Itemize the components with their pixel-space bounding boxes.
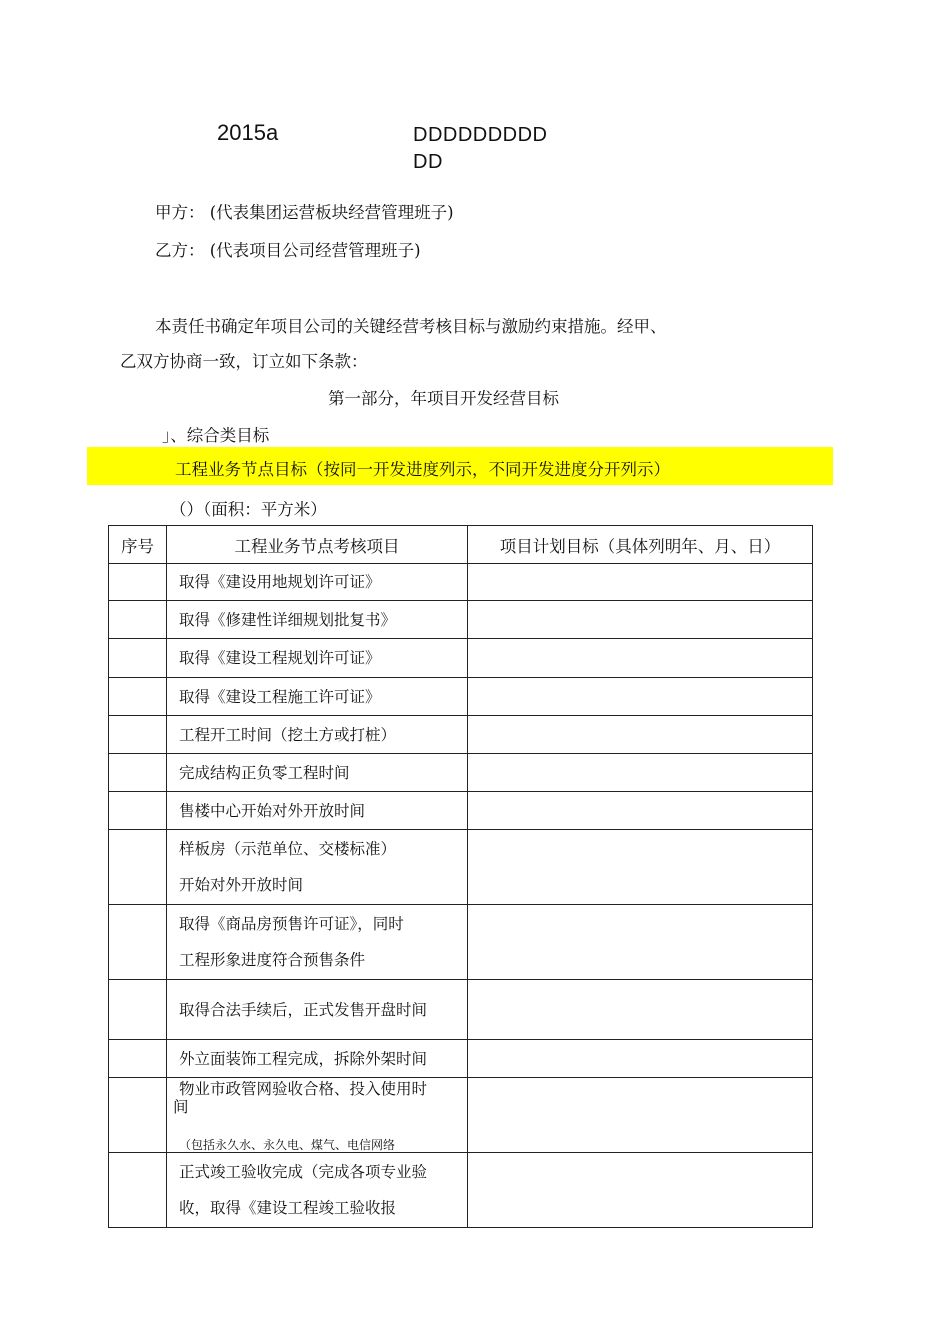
item-cell <box>167 716 468 754</box>
item-text: 工程形象进度符合预售条件 <box>179 951 366 969</box>
item-text: 外立面装饰工程完成，拆除外架时间 <box>179 1049 428 1068</box>
item-cell <box>167 905 468 980</box>
seq-cell <box>109 1078 167 1153</box>
table-header-row <box>109 526 813 564</box>
table-row <box>109 1078 813 1153</box>
seq-cell <box>109 716 167 754</box>
item-text: 取得《修建性详细规划批复书》 <box>179 610 397 629</box>
target-cell <box>468 564 813 601</box>
target-cell <box>468 1153 813 1228</box>
item-cell <box>167 980 468 1040</box>
item-text: 取得《商品房预售许可证》，同时 <box>179 915 404 933</box>
item-cell <box>167 1153 468 1228</box>
table-row <box>109 905 813 980</box>
item-text: 取得合法手续后，正式发售开盘时间 <box>179 1000 428 1019</box>
table-row <box>109 716 813 754</box>
item-note: （包括永久水、永久电、煤气、电信网络 <box>179 1138 396 1151</box>
seq-cell <box>109 678 167 716</box>
party-a: 甲方： (代表集团运营板块经营管理班子) <box>155 203 454 222</box>
seq-cell <box>109 792 167 830</box>
seq-cell <box>109 1153 167 1228</box>
party-b: 乙方： (代表项目公司经营管理班子) <box>155 241 421 260</box>
table-row <box>109 1040 813 1078</box>
seq-cell <box>109 754 167 792</box>
target-cell <box>468 754 813 792</box>
section-title: 第一部分，年项目开发经营目标 <box>328 389 559 408</box>
highlight-heading: 工程业务节点目标（按同一开发进度列示，不同开发进度分开列示） <box>175 460 670 479</box>
item-text: 样板房（示范单位、交楼标准） <box>179 840 397 858</box>
table-row <box>109 601 813 639</box>
item-text: 间 <box>173 1098 189 1116</box>
seq-cell <box>109 564 167 601</box>
item-cell <box>167 792 468 830</box>
intro-paragraph-line-1: 本责任书确定年项目公司的关键经营考核目标与激励约束措施。经甲、 <box>155 317 667 336</box>
document-title-line-1: DDDDDDDDD <box>413 124 548 146</box>
item-cell <box>167 678 468 716</box>
target-cell <box>468 905 813 980</box>
table-row <box>109 1153 813 1228</box>
seq-cell <box>109 905 167 980</box>
target-cell <box>468 601 813 639</box>
table-row <box>109 678 813 716</box>
area-unit-note: （）（面积：平方米） <box>170 500 327 519</box>
table-row <box>109 792 813 830</box>
item-cell <box>167 639 468 678</box>
item-text: 完成结构正负零工程时间 <box>179 763 350 782</box>
header-target: 项目计划目标（具体列明年、月、日） <box>468 526 813 564</box>
item-text: 物业市政管网验收合格、投入使用时 <box>179 1080 428 1098</box>
item-text: 取得《建设工程规划许可证》 <box>179 649 381 667</box>
seq-cell <box>109 639 167 678</box>
item-text: 收，取得《建设工程竣工验收报 <box>179 1199 397 1217</box>
item-cell <box>167 601 468 639</box>
item-text: 工程开工时间（挖土方或打桩） <box>179 725 397 744</box>
document-title-line-2: DD <box>413 151 443 173</box>
seq-cell <box>109 980 167 1040</box>
item-text: 取得《建设工程施工许可证》 <box>179 687 381 706</box>
item-cell <box>167 1078 468 1153</box>
milestone-table <box>108 525 813 1228</box>
table-row <box>109 830 813 905</box>
document-year: 2015a <box>217 120 279 145</box>
intro-paragraph-line-2: 乙双方协商一致，订立如下条款： <box>120 352 368 371</box>
table-row <box>109 754 813 792</box>
header-seq: 序号 <box>109 526 167 564</box>
item-cell <box>167 564 468 601</box>
table-row <box>109 639 813 678</box>
target-cell <box>468 980 813 1040</box>
seq-cell <box>109 601 167 639</box>
target-cell <box>468 639 813 678</box>
item-text: 售楼中心开始对外开放时间 <box>179 801 366 820</box>
item-cell <box>167 754 468 792</box>
item-cell <box>167 830 468 905</box>
target-cell <box>468 1040 813 1078</box>
header-item: 工程业务节点考核项目 <box>167 526 468 564</box>
item-cell <box>167 1040 468 1078</box>
table-row <box>109 564 813 601</box>
item-text: 开始对外开放时间 <box>179 876 304 894</box>
seq-cell <box>109 1040 167 1078</box>
item-text: 正式竣工验收完成（完成各项专业验 <box>179 1163 428 1181</box>
target-cell <box>468 716 813 754</box>
target-cell <box>468 678 813 716</box>
seq-cell <box>109 830 167 905</box>
target-cell <box>468 792 813 830</box>
table-row <box>109 980 813 1040</box>
section-subtitle: 」、综合类目标 <box>162 426 270 445</box>
target-cell <box>468 830 813 905</box>
target-cell <box>468 1078 813 1153</box>
item-text: 取得《建设用地规划许可证》 <box>179 573 381 591</box>
